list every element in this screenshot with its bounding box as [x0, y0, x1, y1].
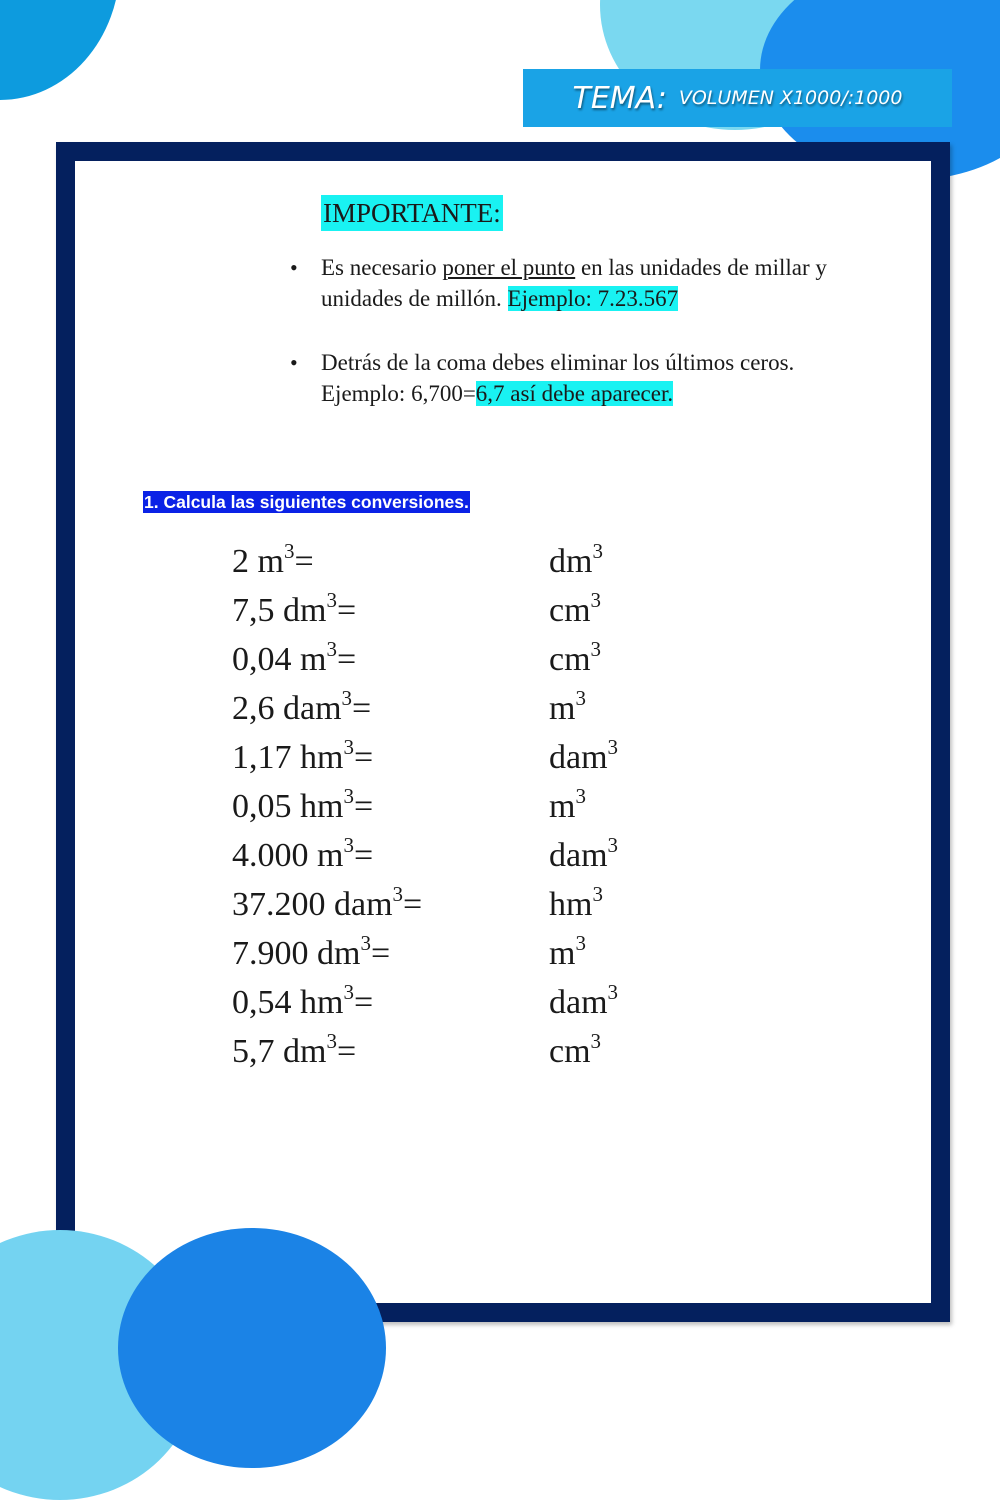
conversion-question: 4.000 $m^3=$ — [232, 833, 374, 874]
important-heading: IMPORTANTE: — [321, 195, 503, 231]
target-unit: dam$^3$ — [549, 980, 619, 1021]
topic-banner — [523, 69, 952, 127]
target-unit: $cm^3$ — [549, 588, 602, 629]
conversion-question: 0,54 $hm^3=$ — [232, 980, 374, 1021]
target-unit: $cm^3$ — [549, 637, 602, 678]
target-unit: $m^3$ — [549, 931, 586, 972]
topic-title: VOLUMEN X1000/:1000 — [678, 87, 903, 109]
target-unit: dam$^3$ — [549, 833, 619, 874]
note-decimal-point: • Es necesario poner el punto en las unidades de millar y unidades de millón. Ejemplo: 7.23.567 — [290, 252, 850, 314]
conversion-question: 2,6 dam$^3$= — [232, 686, 372, 727]
emphasis-underlined: poner el punto — [442, 255, 576, 280]
conversion-question: 7,5 $dm^3=$ — [232, 588, 357, 629]
conversion-question: 1,17 $hm^3=$ — [232, 735, 374, 776]
important-notes-list — [290, 252, 850, 409]
example-highlight: Ejemplo: 7.23.567 — [507, 286, 679, 311]
topic-label: TEMA: — [572, 80, 667, 116]
target-unit: $hm^3$ — [549, 882, 603, 923]
example-highlight: 6,7 así debe aparecer. — [475, 381, 674, 406]
bullet-icon: • — [290, 255, 298, 280]
target-unit: $m^3$ — [549, 686, 586, 727]
target-unit: dam$^3$ — [549, 735, 619, 776]
conversion-question: 0,04 $m^3=$ — [232, 637, 357, 678]
conversion-question: 7.900 $dm^3=$ — [232, 931, 391, 972]
exercise-title: 1. Calcula las siguientes conversiones. — [144, 492, 469, 512]
decorative-circle-bottom-left-dark — [118, 1228, 386, 1468]
conversion-question: 5,7 $dm^3=$ — [232, 1029, 357, 1070]
conversion-question: 0,05 $hm^3=$ — [232, 784, 374, 825]
conversion-question: 2 $m^3=$ — [232, 539, 314, 580]
conversion-question: 37.200 dam$^3$= — [232, 882, 423, 923]
note-trailing-zeros: • Detrás de la coma debes eliminar los últimos ceros. Ejemplo: 6,700=6,7 así debe aparecer. — [290, 347, 850, 409]
decorative-circle-top-left — [0, 0, 120, 100]
bullet-icon: • — [290, 350, 298, 375]
target-unit: $dm^3$ — [549, 539, 603, 580]
target-unit: $cm^3$ — [549, 1029, 602, 1070]
target-unit: $m^3$ — [549, 784, 586, 825]
